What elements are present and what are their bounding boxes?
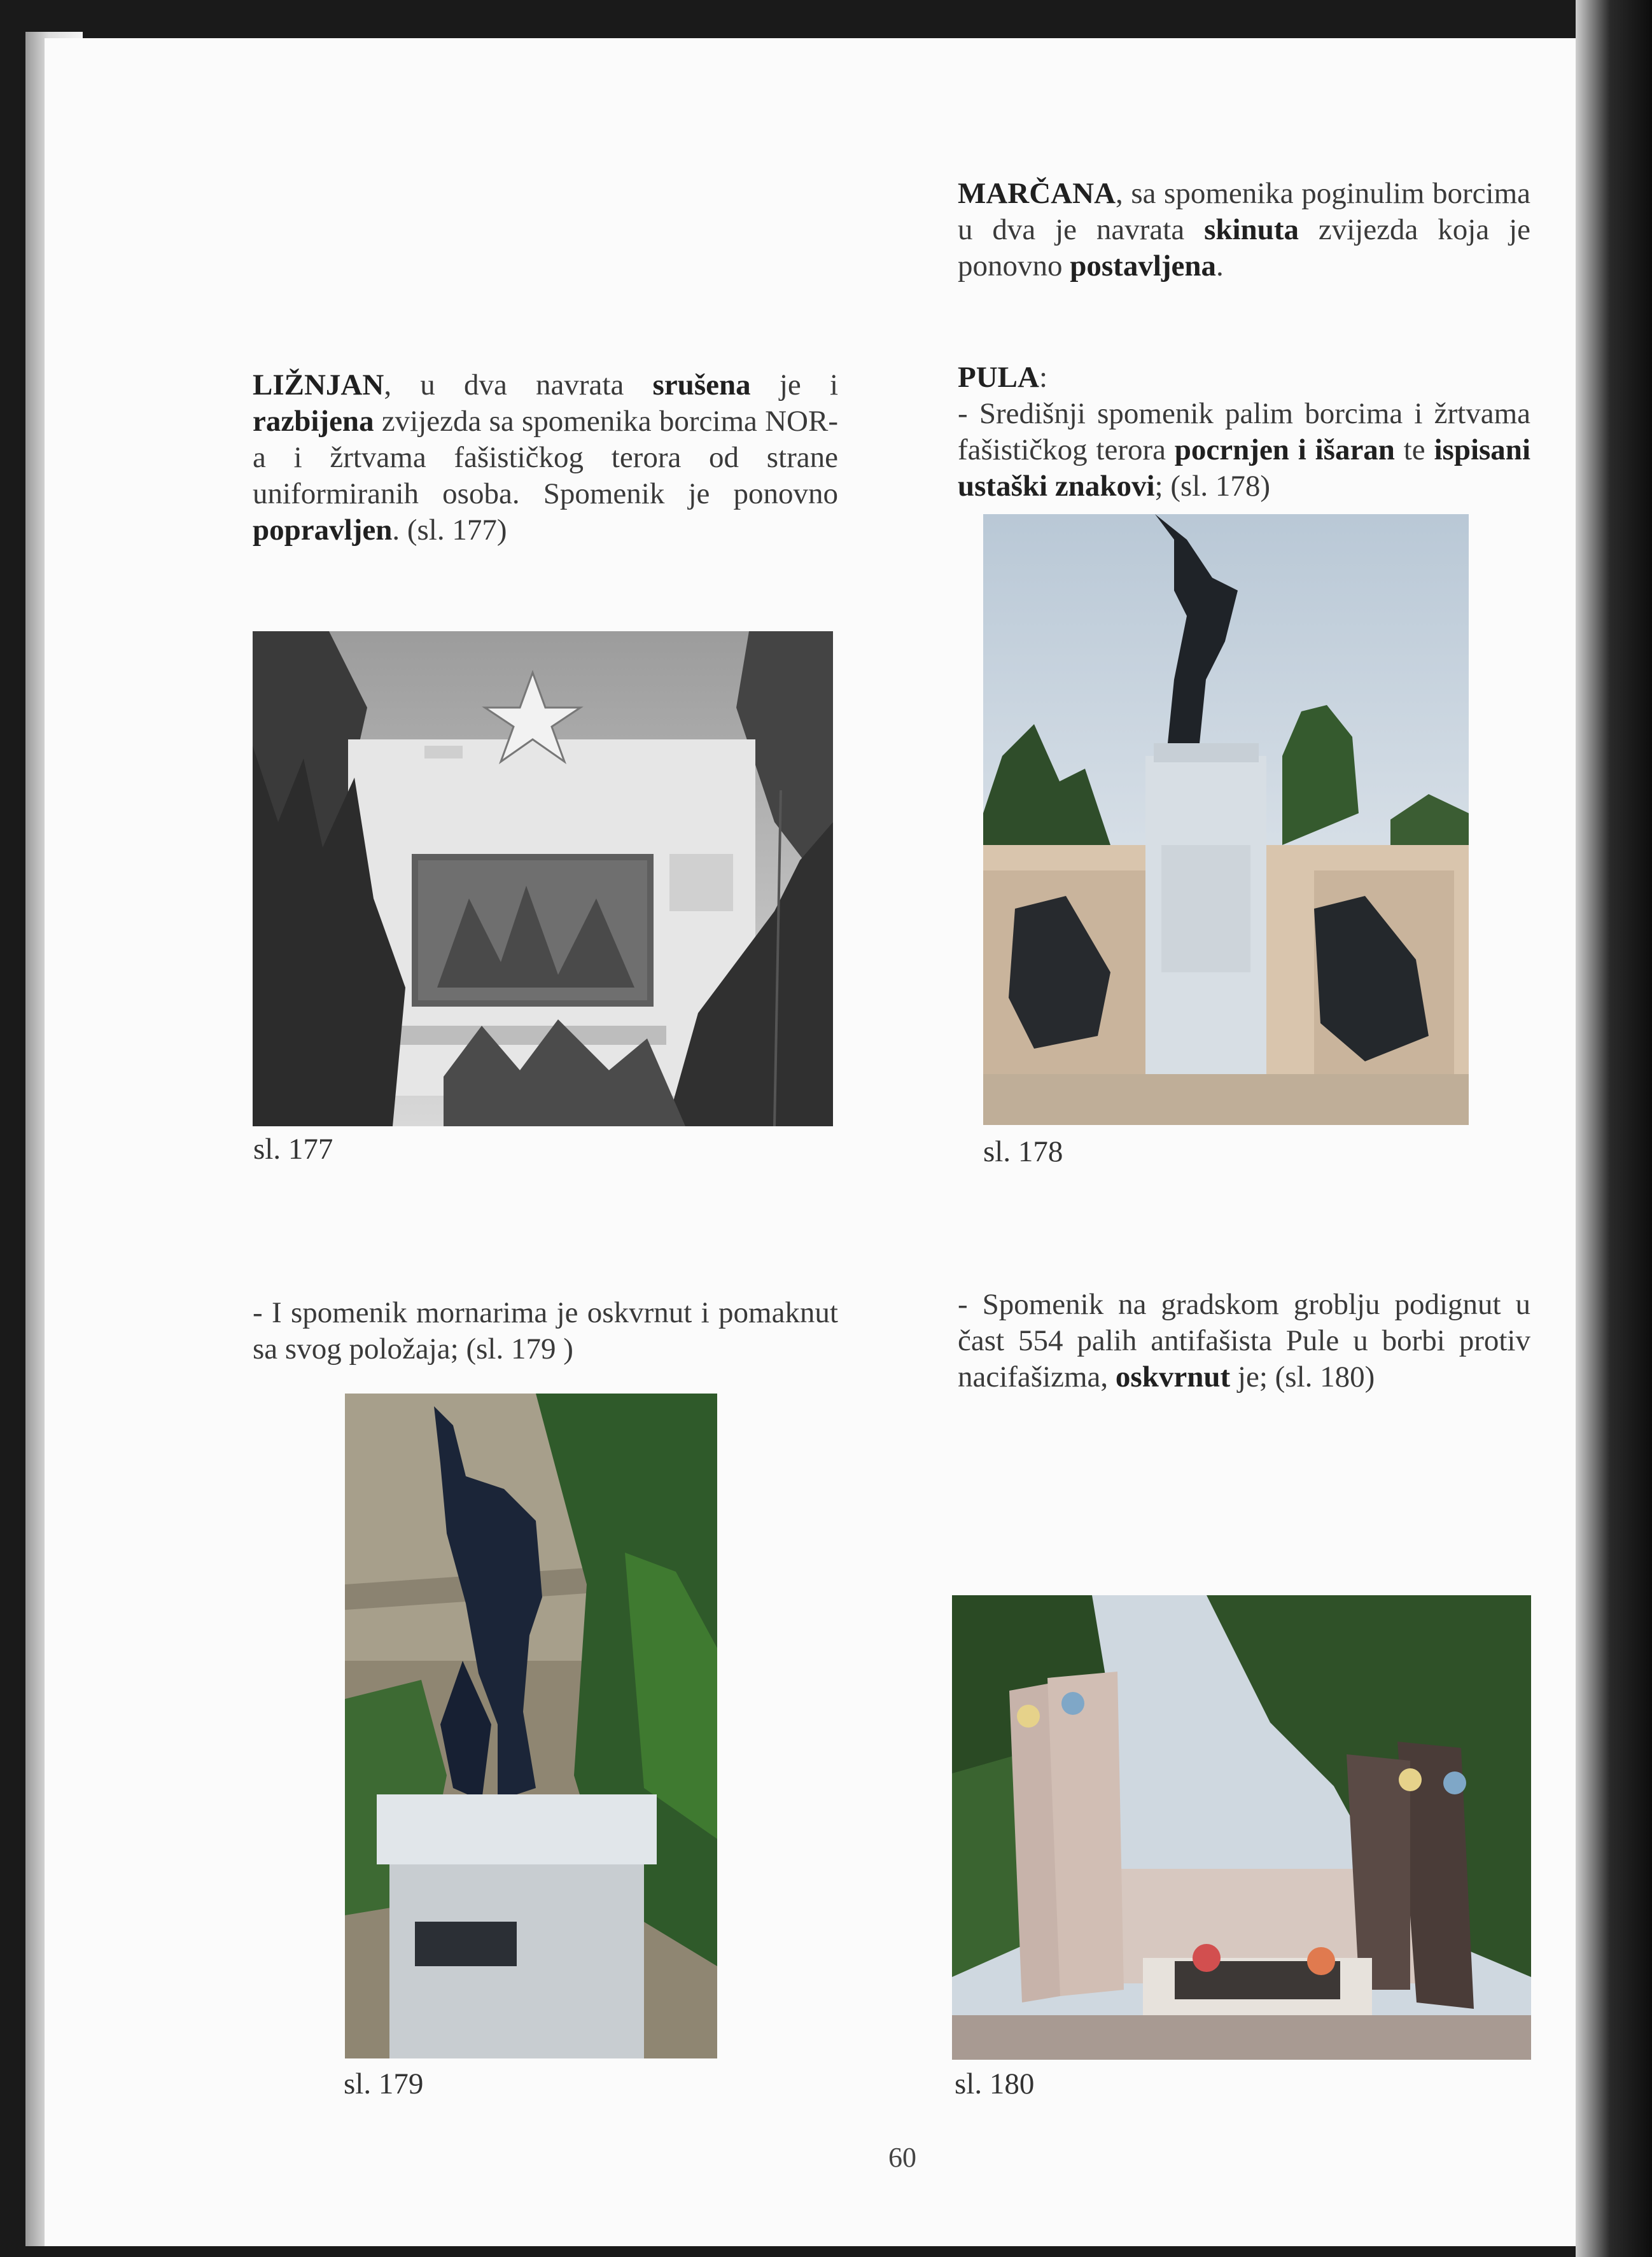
- paragraph-179: - I spomenik mornarima je oskvrnut i pomaknut sa svog položaja; (sl. 179 ): [253, 1296, 838, 1366]
- photo-177: [253, 631, 833, 1126]
- photo-178: [983, 514, 1469, 1125]
- place-pula: PULA: [958, 361, 1039, 394]
- paragraph-marcana: MARČANA, sa spomenika poginulim borcima u dva je navrata skinuta zvijezda koja je ponovno postavljena.: [958, 177, 1530, 283]
- caption-179: sl. 179: [344, 2067, 424, 2100]
- caption-177: sl. 177: [253, 1133, 333, 1166]
- caption-178: sl. 178: [983, 1135, 1063, 1168]
- paragraph-pula: PULA: - Središnji spomenik palim borcima i žrtvama fašističkog terora pocrnjen i išaran te ispisani ustaški znakovi; (sl. 178): [958, 361, 1531, 503]
- photo-179: [345, 1394, 717, 2058]
- paragraph-180: - Spomenik na gradskom groblju podignut u čast 554 palih antifašista Pule u borbi protiv nacifašizma, oskvrnut je; (sl. 180): [958, 1288, 1530, 1394]
- caption-180: sl. 180: [955, 2067, 1035, 2100]
- page-number: 60: [888, 2142, 916, 2173]
- place-liznjan: LIŽNJAN: [253, 368, 384, 402]
- place-marcana: MARČANA: [958, 177, 1116, 210]
- paragraph-liznjan: LIŽNJAN, u dva navrata srušena je i razbijena zvijezda sa spomenika borcima NOR-a i žrtvama fašističkog terora od strane uniformiranih osoba. Spomenik je ponovno popravljen. (sl. 177): [253, 368, 838, 547]
- photo-180: [952, 1595, 1531, 2060]
- page-edge-shadow: [1576, 0, 1652, 2257]
